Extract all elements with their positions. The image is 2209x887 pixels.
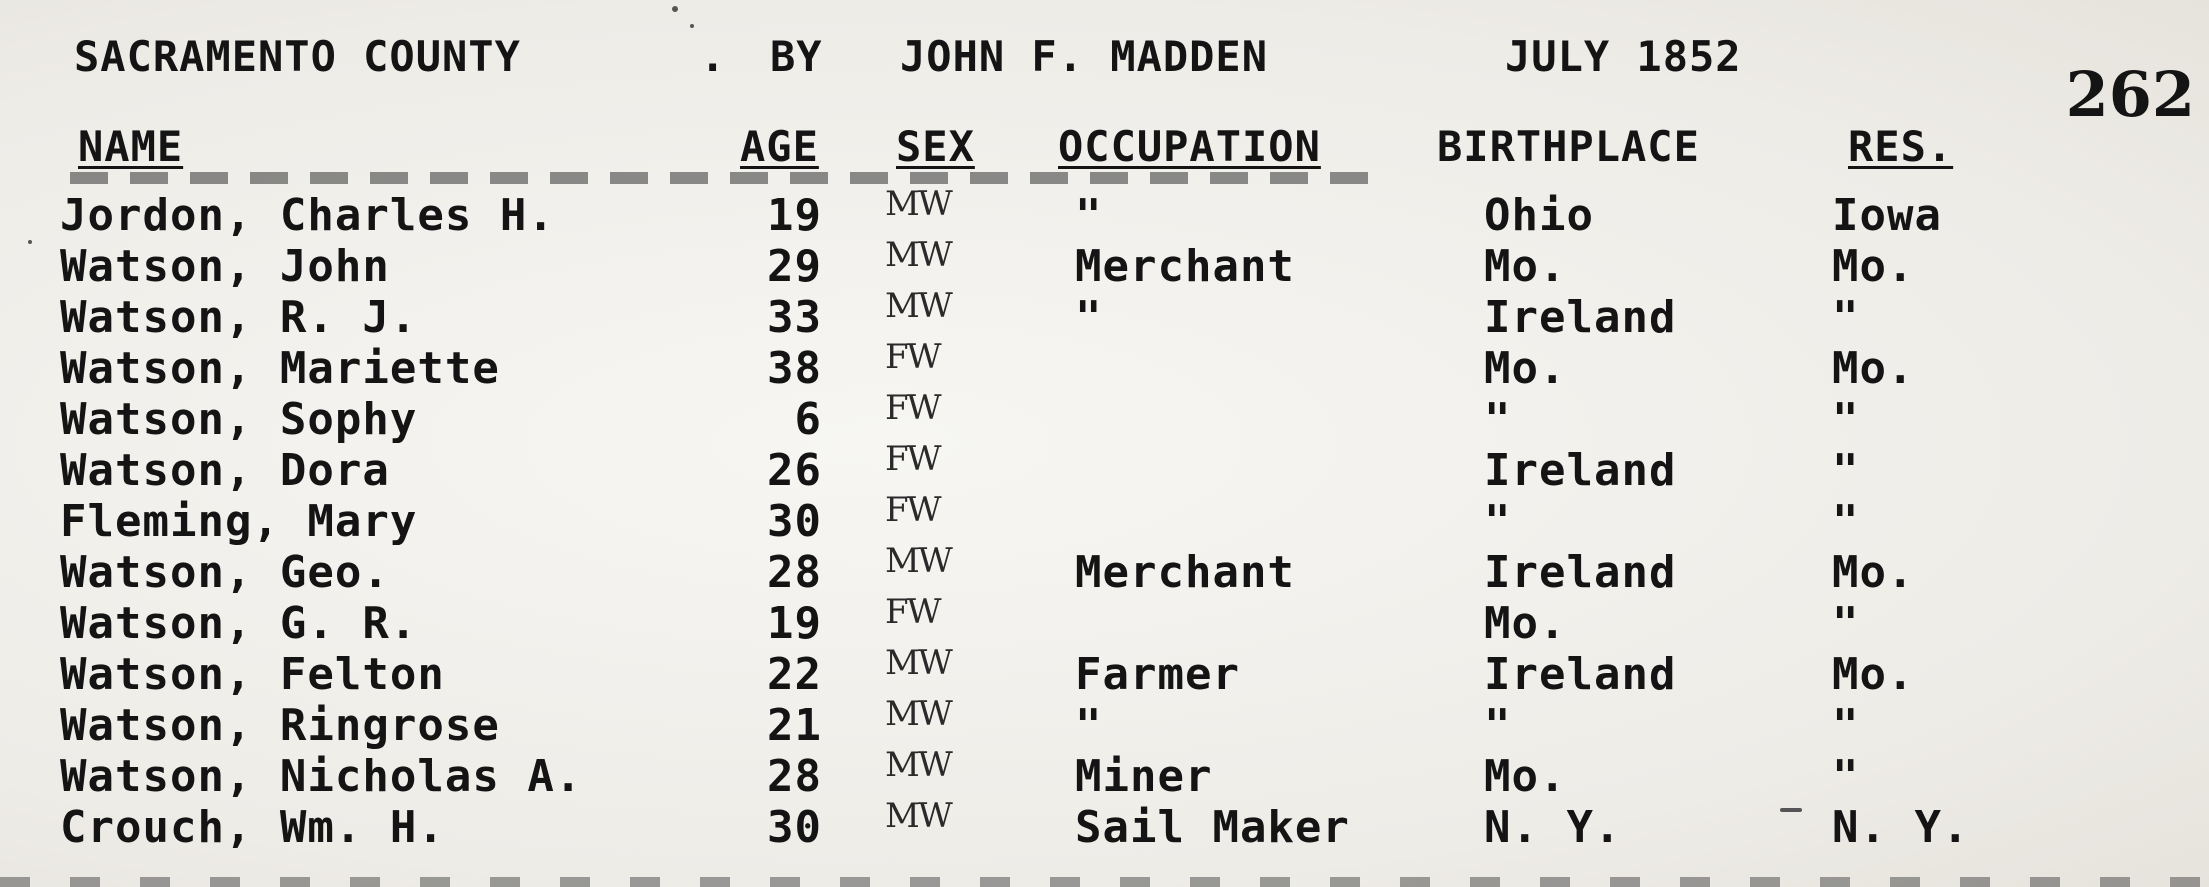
cut-off-bottom-row: [0, 877, 2209, 887]
column-header-birthplace: BIRTHPLACE: [1437, 122, 1700, 171]
cell-residence: Mo.: [1832, 343, 1915, 394]
table-row: [0, 388, 2209, 445]
cell-occupation: ": [1075, 190, 1103, 241]
cell-name: Watson, Felton: [60, 649, 445, 700]
table-row: [0, 541, 2209, 598]
cell-age: 29: [767, 241, 822, 292]
cell-name: Crouch, Wm. H.: [60, 802, 445, 853]
cell-name: Watson, Mariette: [60, 343, 500, 394]
cell-occupation: ": [1075, 292, 1103, 343]
cell-birthplace: N. Y.: [1484, 802, 1622, 853]
heading-separator: .: [700, 32, 727, 81]
table-row: [0, 439, 2209, 496]
table-row: [0, 286, 2209, 343]
cut-off-row: [70, 172, 1370, 184]
paper-speck: [1780, 808, 1802, 812]
cell-name: Watson, Nicholas A.: [60, 751, 583, 802]
cell-birthplace: Ireland: [1484, 547, 1677, 598]
column-header-sex: SEX: [896, 122, 975, 171]
county-heading: SACRAMENTO COUNTY: [74, 32, 521, 81]
cell-age: 19: [767, 190, 822, 241]
cell-occupation: Sail Maker: [1075, 802, 1350, 853]
cell-occupation: Farmer: [1075, 649, 1240, 700]
cell-sex: MW: [885, 184, 951, 224]
cell-sex: FW: [885, 490, 940, 530]
cell-birthplace: ": [1484, 394, 1512, 445]
table-row: [0, 337, 2209, 394]
cell-sex: MW: [885, 745, 951, 785]
table-row: [0, 745, 2209, 802]
table-row: [0, 796, 2209, 853]
cell-sex: MW: [885, 694, 951, 734]
cell-birthplace: Mo.: [1484, 598, 1567, 649]
cell-birthplace: Mo.: [1484, 751, 1567, 802]
cell-residence: ": [1832, 598, 1860, 649]
cell-residence: ": [1832, 394, 1860, 445]
table-row: [0, 490, 2209, 547]
table-row: [0, 592, 2209, 649]
cell-age: 38: [767, 343, 822, 394]
cell-residence: ": [1832, 445, 1860, 496]
cell-age: 28: [767, 751, 822, 802]
cell-age: 28: [767, 547, 822, 598]
column-header-occupation: OCCUPATION: [1058, 122, 1321, 171]
cell-sex: FW: [885, 592, 940, 632]
cell-birthplace: Ireland: [1484, 649, 1677, 700]
cell-name: Watson, Dora: [60, 445, 390, 496]
cell-residence: ": [1832, 700, 1860, 751]
cell-residence: ": [1832, 496, 1860, 547]
cell-sex: MW: [885, 541, 951, 581]
column-header-residence: RES.: [1848, 122, 1954, 171]
cell-name: Watson, R. J.: [60, 292, 418, 343]
cell-occupation: ": [1075, 700, 1103, 751]
cell-residence: ": [1832, 751, 1860, 802]
cell-birthplace: Ohio: [1484, 190, 1594, 241]
cell-age: 21: [767, 700, 822, 751]
table-row: [0, 184, 2209, 241]
cell-age: 6: [794, 394, 822, 445]
cell-name: Watson, Geo.: [60, 547, 390, 598]
cell-age: 19: [767, 598, 822, 649]
cell-sex: MW: [885, 286, 951, 326]
cell-occupation: Merchant: [1075, 241, 1295, 292]
cell-sex: FW: [885, 439, 940, 479]
cell-name: Watson, Ringrose: [60, 700, 500, 751]
cell-birthplace: ": [1484, 496, 1512, 547]
cell-age: 26: [767, 445, 822, 496]
cell-residence: Mo.: [1832, 649, 1915, 700]
cell-residence: Mo.: [1832, 241, 1915, 292]
cell-age: 22: [767, 649, 822, 700]
cell-sex: MW: [885, 796, 951, 836]
table-row: [0, 235, 2209, 292]
table-row: [0, 694, 2209, 751]
enumerator-name: JOHN F. MADDEN: [900, 32, 1269, 81]
paper-speck: [28, 240, 32, 244]
cell-name: Jordon, Charles H.: [60, 190, 555, 241]
cell-occupation: Merchant: [1075, 547, 1295, 598]
cell-sex: MW: [885, 643, 951, 683]
cell-name: Watson, Sophy: [60, 394, 418, 445]
table-row: [0, 643, 2209, 700]
paper-speck: [690, 24, 694, 28]
cell-birthplace: Mo.: [1484, 241, 1567, 292]
cell-name: Watson, John: [60, 241, 390, 292]
cell-residence: N. Y.: [1832, 802, 1970, 853]
cell-birthplace: ": [1484, 700, 1512, 751]
column-header-name: NAME: [78, 122, 184, 171]
column-header-age: AGE: [740, 122, 819, 171]
cell-age: 30: [767, 802, 822, 853]
cell-birthplace: Ireland: [1484, 292, 1677, 343]
cell-name: Fleming, Mary: [60, 496, 418, 547]
cell-age: 33: [767, 292, 822, 343]
paper-speck: [672, 6, 678, 12]
page-number: 262: [2065, 58, 2195, 131]
cell-residence: Mo.: [1832, 547, 1915, 598]
cell-sex: MW: [885, 235, 951, 275]
cell-residence: Iowa: [1832, 190, 1942, 241]
cell-sex: FW: [885, 388, 940, 428]
cell-sex: FW: [885, 337, 940, 377]
cell-occupation: Miner: [1075, 751, 1213, 802]
cell-birthplace: Ireland: [1484, 445, 1677, 496]
census-date: JULY 1852: [1505, 32, 1742, 81]
cell-age: 30: [767, 496, 822, 547]
cell-name: Watson, G. R.: [60, 598, 418, 649]
cell-birthplace: Mo.: [1484, 343, 1567, 394]
cell-residence: ": [1832, 292, 1860, 343]
by-label: BY: [770, 32, 823, 81]
